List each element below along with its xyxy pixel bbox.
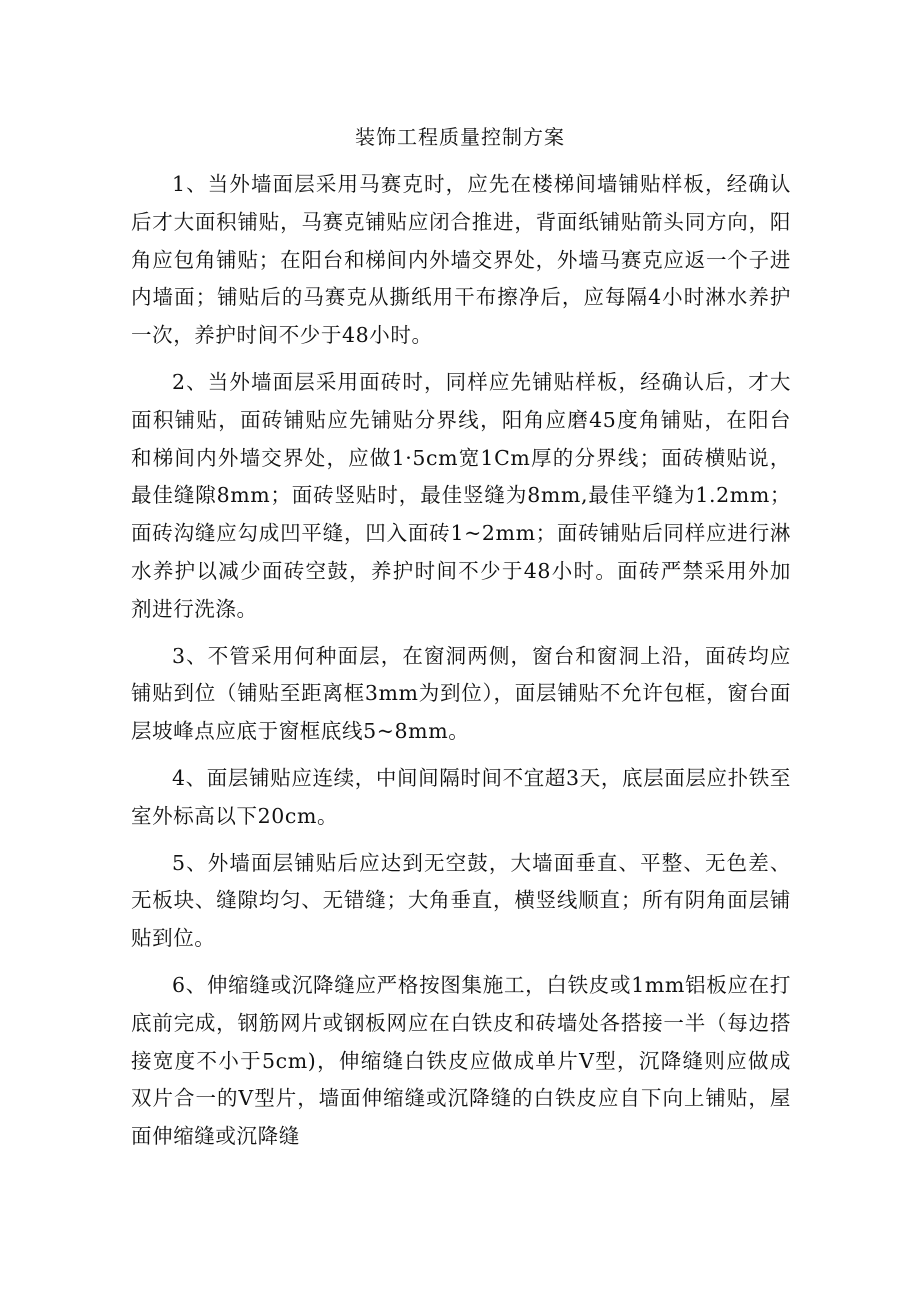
paragraph-2: 2、当外墙面层采用面砖时，同样应先铺贴样板，经确认后，才大面积铺贴，面砖铺贴应先铺贴分界线，阳角应磨45度角铺贴，在阳台和梯间内外墙交界处，应做1·5cm宽1Cm厚的分界线；面砖横贴说，最佳缝隙8mm；面砖竖贴时，最佳竖缝为8mm,最佳平缝为1.2mm；面砖沟缝应勾成凹平缝，凹入面砖1~2mm；面砖铺贴后同样应进行淋水养护以减少面砖空鼓，养护时间不少于48小时。面砖严禁采用外加剂进行洗涤。 bbox=[131, 369, 791, 621]
paragraph-5: 5、外墙面层铺贴后应达到无空鼓，大墙面垂直、平整、无色差、无板块、缝隙均匀、无错缝；大角垂直，横竖线顺直；所有阴角面层铺贴到位。 bbox=[131, 850, 791, 951]
document-title: 装饰工程质量控制方案 bbox=[355, 125, 565, 149]
paragraph-6: 6、伸缩缝或沉降缝应严格按图集施工，白铁皮或1mm铝板应在打底前完成，钢筋网片或钢板网应在白铁皮和砖墙处各搭接一半（每边搭接宽度不小于5cm)，伸缩缝白铁皮应做成单片V型，沉降缝则应做成双片合一的V型片，墙面伸缩缝或沉降缝的白铁皮应自下向上铺贴，屋面伸缩缝或沉降缝 bbox=[131, 972, 791, 1149]
paragraph-4: 4、面层铺贴应连续，中间间隔时间不宜超3天，底层面层应扑铁至室外标高以下20cm。 bbox=[131, 765, 791, 828]
document-body bbox=[131, 166, 791, 1165]
paragraph-3: 3、不管采用何种面层，在窗洞两侧，窗台和窗洞上沿，面砖均应铺贴到位（铺贴至距离框3mm为到位），面层铺贴不允许包框，窗台面层坡峰点应底于窗框底线5~8mm。 bbox=[131, 643, 791, 744]
paragraph-1: 1、当外墙面层采用马赛克时，应先在楼梯间墙铺贴样板，经确认后才大面积铺贴，马赛克铺贴应闭合推进，背面纸铺贴箭头同方向，阳角应包角铺贴；在阳台和梯间内外墙交界处，外墙马赛克应返一个子进内墙面；铺贴后的马赛克从撕纸用干布擦净后，应每隔4小时淋水养护一次，养护时间不少于48小时。 bbox=[131, 172, 791, 348]
